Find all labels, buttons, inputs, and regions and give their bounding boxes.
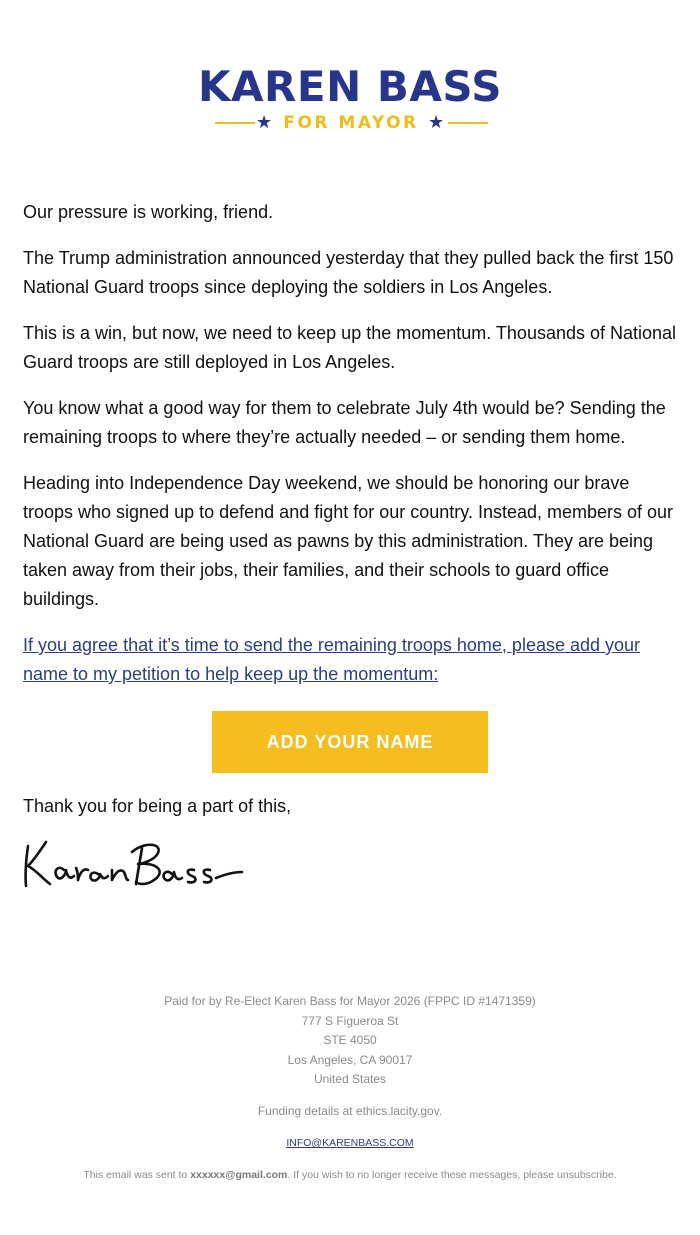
paid-for-disclaimer: Paid for by Re-Elect Karen Bass for Mayor 2026 (FPPC ID #1471359) — [164, 994, 536, 1008]
address-line: STE 4050 — [323, 1033, 377, 1047]
body-paragraph: Heading into Independence Day weekend, we should be honoring our brave troops who signed up to defend and fight for our country. Instead, members of our National Guard are being used as pawns by this administration. They are being taken away from their jobs, their families, and their schools to guard office buildings. — [23, 473, 674, 609]
address-line: Los Angeles, CA 90017 — [287, 1052, 413, 1067]
cta-container — [212, 711, 488, 773]
signature — [20, 834, 250, 894]
body-paragraph: You know what a good way for them to celebrate July 4th would be? Sending the remaining troops to where they’re actually needed – or sending them home. — [23, 398, 666, 447]
contact-row — [0, 1133, 700, 1154]
greeting: Our pressure is working, friend. — [23, 202, 274, 222]
email-body — [23, 198, 683, 706]
address-line: United States — [313, 1072, 387, 1086]
logo-rule-right — [448, 122, 488, 124]
add-your-name-button[interactable]: ADD YOUR NAME — [212, 711, 488, 773]
footer-spacer — [0, 1090, 700, 1102]
notice-prefix: This email was sent to — [83, 1168, 191, 1181]
logo-subtitle-row — [0, 112, 700, 134]
logo-rule-left — [215, 122, 255, 124]
star-icon: ★ — [428, 112, 445, 132]
petition-paragraph — [23, 631, 683, 689]
funding-details: Funding details at ethics.lacity.gov. — [257, 1103, 443, 1118]
logo-subtitle: FOR MAYOR — [283, 113, 419, 133]
contact-email-link[interactable]: INFO@KARENBASS.COM — [286, 1137, 414, 1149]
body-paragraph: This is a win, but now, we need to keep up the momentum. Thousands of National Guard troops are still deployed in Los Angeles. — [23, 323, 677, 372]
recipient-email: xxxxxx@gmail.com — [190, 1168, 288, 1181]
footer-spacer — [0, 1121, 700, 1133]
star-icon: ★ — [256, 112, 273, 132]
email-footer — [0, 992, 700, 1185]
campaign-logo — [0, 62, 700, 134]
petition-link[interactable]: If you agree that it’s time to send the remaining troops home, please add your name to my petition to help keep up the momentum: — [23, 635, 641, 684]
logo-name: KAREN BASS — [198, 62, 502, 111]
address-line: 777 S Figueroa St — [301, 1013, 399, 1028]
footer-spacer — [0, 1154, 700, 1166]
notice-suffix: . If you wish to no longer receive these messages, please unsubscribe. — [287, 1168, 617, 1181]
unsubscribe-notice — [0, 1166, 700, 1186]
closing-line: Thank you for being a part of this, — [23, 796, 292, 816]
body-paragraph: The Trump administration announced yesterday that they pulled back the first 150 National Guard troops since deploying the soldiers in Los Angeles. — [23, 248, 674, 297]
